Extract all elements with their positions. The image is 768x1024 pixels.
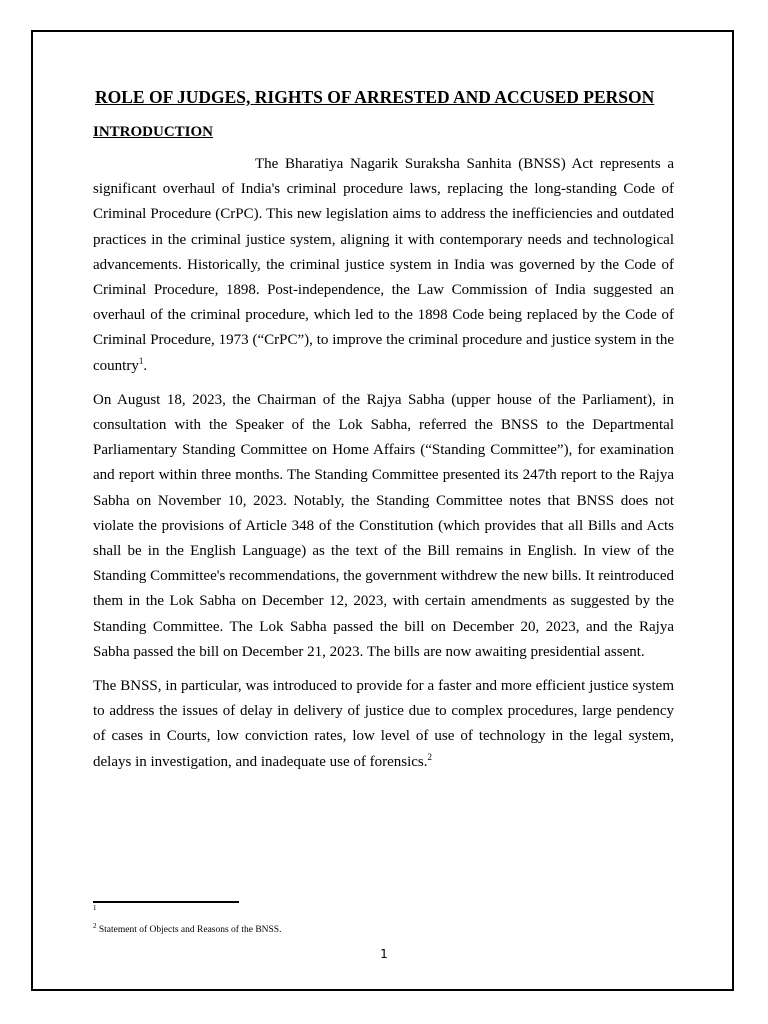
- footnote-2-text: Statement of Objects and Reasons of the BNSS.: [98, 925, 282, 935]
- paragraph-3-text: The BNSS, in particular, was introduced to provide for a faster and more efficient justice system to address the issues of delay in delivery of justice due to complex procedures, large pendency of cases in Courts, low conviction rates, low level of use of technology in the legal system, delays in investigation, and inadequate use of forensics.: [93, 678, 674, 770]
- paragraph-2-text: On August 18, 2023, the Chairman of the Rajya Sabha (upper house of the Parliament), in consultation with the Speaker of the Lok Sabha, referred the BNSS to the Departmental Parliamentary Standing Committee on Home Affairs (“Standing Committee”), for examination and report within three months. The Standing Committee presented its 247th report to the Rajya Sabha on November 10, 2023. Notably, the Standing Committee notes that BNSS does not violate the provisions of Article 348 of the Constitution (which provides that all Bills and Acts shall be in the English Language) as the text of the Bill remains in English. In view of the Standing Committee's recommendations, the government withdrew the new bills. It reintroduced them in the Lok Sabha on December 12, 2023, with certain amendments as suggested by the Standing Committee. The Lok Sabha passed the bill on December 20, 2023, and the Rajya Sabha passed the bill on December 21, 2023. The bills are now awaiting presidential assent.: [93, 391, 674, 660]
- footnote-2-number: 2: [93, 921, 97, 930]
- footnotes: [93, 905, 674, 937]
- document-title: ROLE OF JUDGES, RIGHTS OF ARRESTED AND ACCUSED PERSON: [95, 87, 655, 107]
- footnote-ref-2[interactable]: 2: [427, 751, 432, 762]
- footnote-ref-1[interactable]: 1: [138, 355, 144, 366]
- footnote-2: [93, 923, 674, 937]
- footnote-1: [93, 905, 674, 919]
- paragraph-1: [93, 152, 674, 379]
- page-number: 1: [380, 947, 388, 961]
- paragraph-1-text: The Bharatiya Nagarik Suraksha Sanhita (BNSS) Act represents a significant overhaul of India's criminal procedure laws, replacing the long-standing Code of Criminal Procedure (CrPC). This new legislation aims to address the inefficiencies and outdated practices in the criminal justice system, aligning it with contemporary needs and technological advancements. Historically, the criminal justice system in India was governed by the Code of Criminal Procedure, 1898. Post-independence, the Law Commission of India suggested an overhaul of the criminal procedure, which led to the 1898 Code being replaced by the Code of Criminal Procedure, 1973 (“CrPC”), to improve the criminal procedure and justice system in the country: [93, 156, 674, 374]
- footnote-separator: [93, 901, 239, 903]
- section-heading: INTRODUCTION: [93, 124, 214, 140]
- paragraph-3: [93, 674, 674, 775]
- document-body: [93, 84, 674, 775]
- footnote-1-number: 1: [93, 903, 97, 912]
- paragraph-1-trailing: .: [143, 357, 148, 374]
- paragraph-2: [93, 388, 674, 665]
